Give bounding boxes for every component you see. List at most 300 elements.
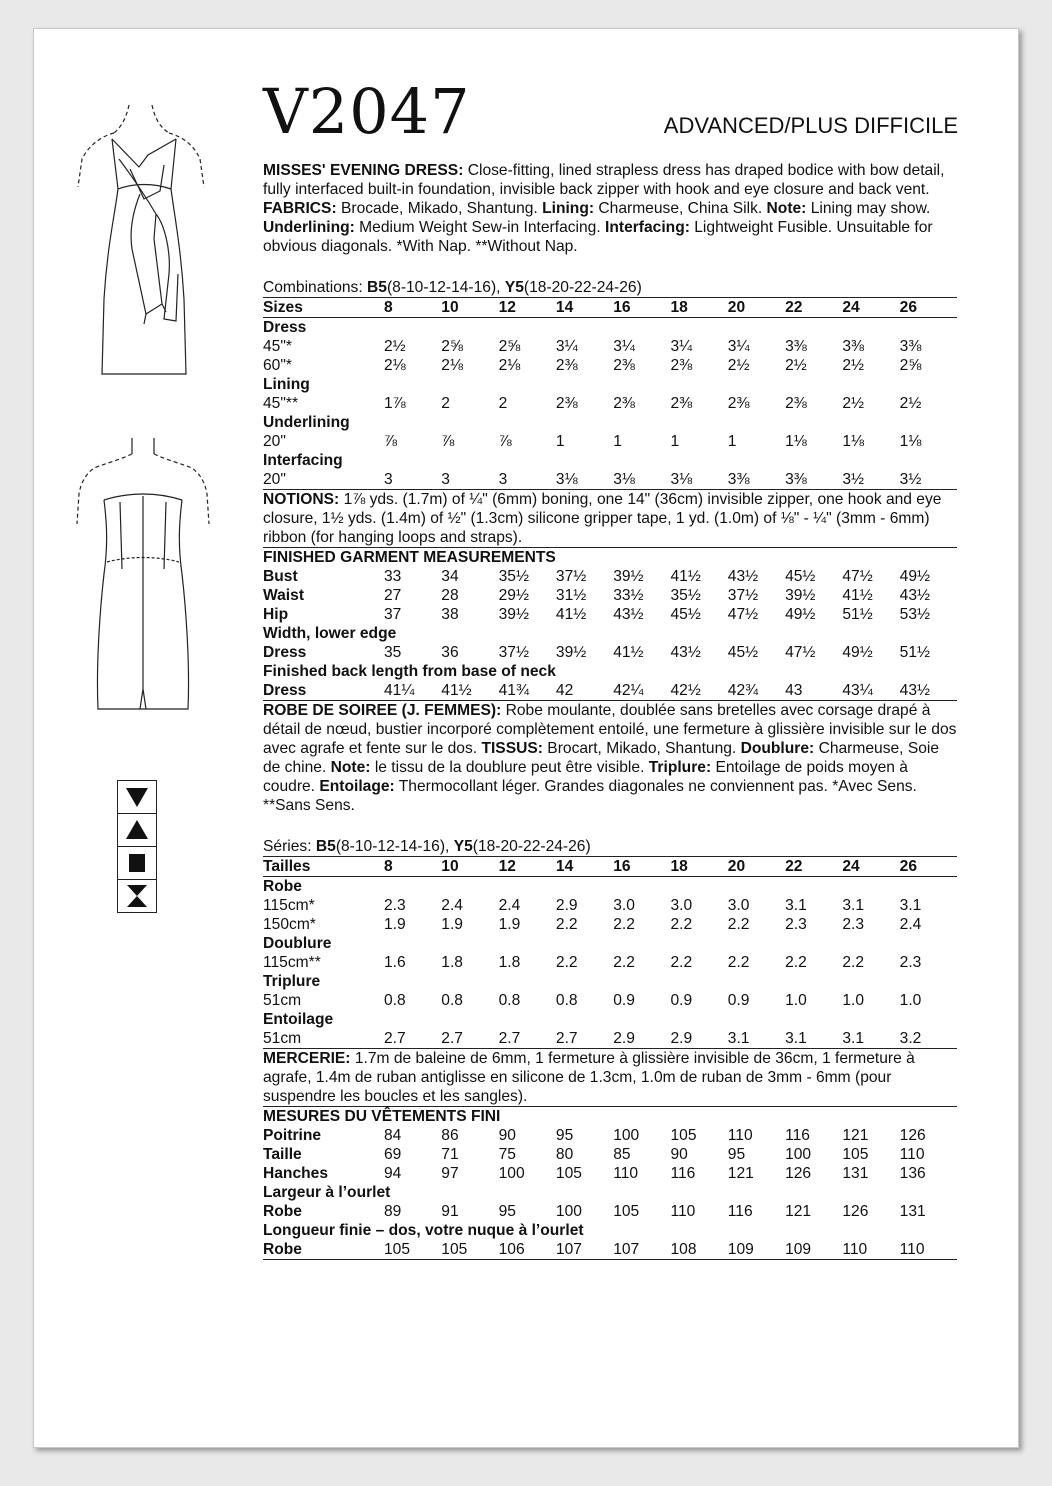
size-header: 26 (900, 857, 957, 877)
value-cell: 3 (499, 470, 556, 490)
value-cell: 1 (670, 433, 680, 450)
value-cell: 1.9 (384, 916, 406, 933)
value-cell: 41¼ (384, 681, 441, 701)
french-yardage-table (263, 856, 957, 1049)
value-cell: 28 (441, 587, 459, 604)
text-segment: Note: (330, 759, 371, 776)
value-cell: 2.9 (555, 897, 578, 914)
value-cell: 2½ (842, 357, 865, 374)
value-cell: 43½ (613, 606, 644, 623)
value-cell: 84 (384, 1127, 402, 1144)
section-label: Finished back length from base of neck (263, 663, 556, 680)
value-cell: 2 (441, 395, 450, 412)
pattern-details (263, 161, 957, 1260)
value-cell: 126 (842, 1203, 869, 1220)
text-segment: 1⅞ yds. (1.7m) of ¼" (6mm) boning, one 14" (36cm) invisible zipper, one hook and eye closure, 1½ yds. (1.4m) of ½" (1.3cm) silicone gripper tape, 1 yd. (1.0m) of ⅛" - ¼" (3mm - 6mm) ribbon (for hanging loops and straps). (263, 491, 942, 546)
size-header: 24 (842, 298, 899, 318)
value-cell: 121 (727, 1165, 754, 1182)
value-cell: 89 (384, 1203, 402, 1220)
size-header: 10 (441, 298, 498, 318)
value-cell: 45½ (785, 568, 816, 585)
english-yardage-table (263, 297, 957, 490)
section-row (263, 318, 957, 338)
value-cell: 3⅜ (842, 338, 865, 355)
text-segment: Brocart, Mikado, Shantung. (542, 740, 741, 757)
table-row (263, 337, 957, 356)
section-row (263, 375, 957, 394)
value-cell: 37½ (555, 568, 587, 585)
value-cell: 35½ (670, 587, 701, 604)
value-cell: 35½ (498, 568, 529, 585)
text-segment: Brocade, Mikado, Shantung. (336, 200, 543, 217)
value-cell: 105 (555, 1165, 582, 1182)
table-row (263, 896, 957, 915)
section-row (263, 1221, 957, 1240)
value-cell: 108 (670, 1240, 727, 1260)
value-cell: 2½ (899, 395, 922, 412)
value-cell: 37½ (727, 587, 759, 604)
row-label: 115cm** (263, 954, 321, 971)
section-label: Lining (263, 376, 310, 393)
value-cell: ⅞ (498, 433, 512, 450)
row-label: 20" (263, 470, 384, 490)
value-cell: 90 (498, 1127, 516, 1144)
value-cell: 2 (498, 395, 508, 412)
value-cell: 47½ (727, 606, 759, 623)
value-cell: 43½ (670, 644, 701, 661)
section-label: Longueur finie – dos, votre nuque à l’ourlet (263, 1222, 584, 1239)
value-cell: 2.2 (670, 954, 693, 971)
value-cell: 2.7 (556, 1029, 613, 1049)
value-cell: 2⅝ (899, 357, 922, 374)
text-segment: Combinations: (263, 279, 368, 296)
table-row (263, 1029, 957, 1049)
french-description (263, 701, 957, 815)
value-cell: 2.7 (499, 1029, 556, 1049)
section-label: Underlining (263, 414, 350, 431)
text-segment: Y5 (453, 838, 473, 855)
english-notions (263, 490, 957, 548)
size-header: 16 (613, 857, 670, 877)
value-cell: 3¼ (727, 338, 750, 355)
size-header: 22 (785, 298, 842, 318)
section-label: Width, lower edge (263, 625, 397, 642)
value-cell: 0.9 (613, 992, 635, 1009)
table-row (263, 605, 957, 624)
text-segment: Medium Weight Sew-in Interfacing. (354, 219, 606, 236)
row-label: Taille (263, 1146, 302, 1163)
value-cell: 126 (899, 1127, 926, 1144)
text-segment: Entoilage: (319, 778, 395, 795)
value-cell: 3½ (900, 470, 957, 490)
value-cell: 2.7 (441, 1029, 498, 1049)
row-label: 51cm (263, 1029, 384, 1049)
row-label: Bust (263, 568, 298, 585)
value-cell: 0.8 (384, 992, 406, 1009)
row-label: 45"* (263, 338, 292, 355)
value-cell: 53½ (899, 606, 931, 623)
value-cell: 2.3 (899, 954, 922, 971)
value-cell: 35 (384, 644, 402, 661)
value-cell: 3.1 (728, 1029, 785, 1049)
value-cell: 95 (555, 1127, 574, 1144)
value-cell: 34 (441, 568, 459, 585)
value-cell: 41½ (842, 587, 873, 604)
value-cell: 1.6 (384, 954, 406, 971)
value-cell: 3.1 (785, 897, 807, 914)
value-cell: 43½ (900, 681, 957, 701)
value-cell: 110 (842, 1240, 899, 1260)
value-cell: 27 (384, 587, 402, 604)
row-label: Poitrine (263, 1127, 322, 1144)
value-cell: 1⅛ (785, 433, 807, 450)
value-cell: 110 (727, 1127, 753, 1144)
value-cell: 3¼ (670, 338, 693, 355)
value-cell: 3⅜ (785, 338, 807, 355)
text-segment: Triplure: (648, 759, 712, 776)
value-cell: 86 (441, 1127, 459, 1144)
text-segment: MERCERIE: (263, 1050, 351, 1067)
value-cell: 110 (670, 1203, 696, 1220)
value-cell: 106 (499, 1240, 556, 1260)
english-measurements-table (263, 548, 957, 701)
value-cell: 116 (785, 1127, 810, 1144)
measurements-title: FINISHED GARMENT MEASUREMENTS (263, 549, 556, 566)
value-cell: 100 (613, 1127, 640, 1144)
value-cell: 107 (556, 1240, 613, 1260)
table-row (263, 1164, 957, 1183)
value-cell: 0.9 (727, 992, 750, 1009)
row-label: Dress (263, 681, 384, 701)
value-cell: 3⅛ (556, 470, 613, 490)
text-segment: B5 (367, 279, 387, 296)
text-segment: 1.7m de baleine de 6mm, 1 fermeture à glissière invisible de 36cm, 1 fermeture à agrafe, 1.4m de ruban antiglisse en silicone de 1.3cm, 1.0m de ruban de 3mm - 6mm (pour suspendre les boucles et les sangles). (263, 1050, 915, 1105)
value-cell: 45½ (727, 644, 759, 661)
value-cell: 2½ (384, 338, 406, 355)
value-cell: 2⅛ (498, 357, 521, 374)
value-cell: 2.7 (384, 1029, 441, 1049)
value-cell: 110 (613, 1165, 639, 1182)
section-label: Doublure (263, 935, 332, 952)
value-cell: 47½ (785, 644, 816, 661)
value-cell: 2½ (785, 357, 807, 374)
value-cell: 43½ (727, 568, 759, 585)
size-header: 26 (900, 298, 957, 318)
english-combinations (263, 278, 957, 297)
row-label: Robe (263, 1203, 302, 1220)
triangle-down-icon (118, 781, 156, 814)
size-header: 8 (384, 857, 441, 877)
size-header: 10 (441, 857, 498, 877)
value-cell: 39½ (785, 587, 816, 604)
value-cell: 100 (498, 1165, 525, 1182)
table-row (263, 643, 957, 662)
value-cell: 3.2 (900, 1029, 957, 1049)
value-cell: 1⅛ (899, 433, 922, 450)
value-cell: 2⅝ (498, 338, 521, 355)
text-segment: Lightweight Fusible. Unsuitable for obvious diagonals. *With Nap. **Without Nap. (263, 219, 933, 255)
value-cell: 2.2 (555, 916, 578, 933)
value-cell: 43½ (899, 587, 931, 604)
value-cell: 47½ (842, 568, 873, 585)
pattern-number: V2047 (263, 75, 471, 148)
value-cell: 95 (727, 1146, 746, 1163)
value-cell: 3 (384, 470, 441, 490)
value-cell: 33 (384, 568, 402, 585)
value-cell: 3.0 (670, 897, 693, 914)
value-cell: 42½ (670, 681, 727, 701)
value-cell: 97 (441, 1165, 459, 1182)
text-segment: Lining may show. (806, 200, 931, 217)
value-cell: 3¼ (613, 338, 635, 355)
size-header: 18 (670, 857, 727, 877)
size-header: 18 (670, 298, 727, 318)
value-cell: 2⅛ (441, 357, 463, 374)
section-label: Entoilage (263, 1011, 334, 1028)
value-cell: 1 (727, 433, 737, 450)
header-label: Tailles (263, 857, 384, 877)
back-view-illustration (74, 434, 214, 734)
text-segment: (18-20-22-24-26) (472, 838, 591, 855)
value-cell: 45½ (670, 606, 701, 623)
table-row (263, 1202, 957, 1221)
text-segment: ROBE DE SOIREE (J. FEMMES): (263, 702, 502, 719)
value-cell: 2.9 (613, 1029, 670, 1049)
section-row (263, 451, 957, 470)
row-label: 45"** (263, 395, 299, 412)
table-row (263, 1126, 957, 1145)
section-label: Dress (263, 319, 307, 336)
section-label: Robe (263, 878, 302, 895)
value-cell: 121 (785, 1203, 812, 1220)
difficulty-level: ADVANCED/PLUS DIFFICILE (663, 113, 958, 138)
section-row (263, 972, 957, 991)
value-cell: 100 (785, 1146, 812, 1163)
text-segment: Séries: (263, 838, 316, 855)
value-cell: 109 (728, 1240, 785, 1260)
value-cell: 2.3 (842, 916, 865, 933)
text-segment: (8-10-12-14-16), (335, 838, 454, 855)
value-cell: 3.0 (727, 897, 750, 914)
value-cell: 1⅞ (384, 395, 406, 412)
value-cell: 2⅜ (613, 395, 635, 412)
section-row (263, 413, 957, 432)
text-segment: TISSUS: (481, 740, 543, 757)
size-header: 12 (499, 857, 556, 877)
section-row (263, 1010, 957, 1029)
value-cell: 2.2 (727, 916, 750, 933)
row-label: Dress (263, 644, 307, 661)
value-cell: 29½ (498, 587, 529, 604)
table-row (263, 991, 957, 1010)
row-label: 20" (263, 433, 286, 450)
table-header-row (263, 857, 957, 877)
value-cell: 31½ (555, 587, 587, 604)
value-cell: 41½ (613, 644, 644, 661)
value-cell: 3½ (842, 470, 899, 490)
table-row (263, 356, 957, 375)
value-cell: 41½ (555, 606, 587, 623)
value-cell: 3⅛ (670, 470, 727, 490)
table-header-row (263, 298, 957, 318)
value-cell: 3.1 (899, 897, 922, 914)
value-cell: 41½ (441, 681, 498, 701)
value-cell: 3.0 (613, 897, 635, 914)
value-cell: 39½ (555, 644, 587, 661)
value-cell: 100 (555, 1203, 582, 1220)
text-segment: Close-fitting, lined strapless dress has draped bodice with bow detail, fully interfaced built-in foundation, invisible back zipper with hook and eye closure and back vent. (263, 162, 945, 198)
row-label: Hanches (263, 1165, 329, 1182)
text-segment: Robe moulante, doublée sans bretelles avec corsage drapé à détail de nœud, bustier incorporé complètement entoilé, une fermeture à glissière invisible sur le dos avec agrafe et fente sur le dos. (263, 702, 957, 757)
value-cell: 2.2 (670, 916, 693, 933)
section-row (263, 934, 957, 953)
measurements-title-row (263, 1107, 957, 1126)
text-segment: Y5 (504, 279, 524, 296)
measurements-title: MESURES DU VÊTEMENTS FINI (263, 1108, 501, 1125)
french-notions (263, 1049, 957, 1107)
value-cell: 1.8 (498, 954, 521, 971)
value-cell: 121 (842, 1127, 869, 1144)
row-label: 115cm* (263, 897, 315, 914)
value-cell: 2⅝ (441, 338, 463, 355)
value-cell: 2⅛ (384, 357, 406, 374)
value-cell: 2⅜ (727, 395, 750, 412)
value-cell: 2.9 (670, 1029, 727, 1049)
table-row (263, 681, 957, 701)
value-cell: 110 (900, 1240, 957, 1260)
value-cell: 2½ (842, 395, 865, 412)
table-row (263, 1240, 957, 1260)
value-cell: 51½ (842, 606, 873, 623)
value-cell: 69 (384, 1146, 402, 1163)
size-header: 24 (842, 857, 899, 877)
text-segment: (18-20-22-24-26) (523, 279, 642, 296)
size-header: 14 (556, 298, 613, 318)
square-icon (118, 847, 156, 880)
value-cell: 105 (842, 1146, 869, 1163)
value-cell: 1.0 (842, 992, 865, 1009)
value-cell: 1.0 (899, 992, 922, 1009)
hourglass-icon (118, 880, 156, 912)
french-combinations (263, 837, 957, 856)
value-cell: 2.4 (899, 916, 922, 933)
table-row (263, 470, 957, 490)
text-segment: Charmeuse, China Silk. (594, 200, 767, 217)
text-segment: Lining: (542, 200, 595, 217)
value-cell: 94 (384, 1165, 402, 1182)
value-cell: 49½ (899, 568, 931, 585)
value-cell: 3⅛ (613, 470, 670, 490)
value-cell: 1.0 (785, 992, 807, 1009)
section-row (263, 662, 957, 681)
value-cell: 1.9 (498, 916, 521, 933)
value-cell: 95 (498, 1203, 516, 1220)
value-cell: 42¼ (613, 681, 670, 701)
section-label: Interfacing (263, 452, 343, 469)
table-row (263, 586, 957, 605)
value-cell: 37 (384, 606, 402, 623)
value-cell: 0.9 (670, 992, 693, 1009)
table-row (263, 432, 957, 451)
section-row (263, 1183, 957, 1202)
text-segment: B5 (315, 838, 336, 855)
layout-key-icons (117, 780, 157, 913)
text-segment: Interfacing: (605, 219, 690, 236)
value-cell: 105 (613, 1203, 640, 1220)
size-header: 16 (613, 298, 670, 318)
text-segment: Note: (766, 200, 807, 217)
text-segment: Entoilage de poids moyen à coudre. (263, 759, 908, 795)
value-cell: 2.2 (785, 954, 807, 971)
section-label: Largeur à l’ourlet (263, 1184, 391, 1201)
table-row (263, 567, 957, 586)
value-cell: 75 (498, 1146, 516, 1163)
size-header: 20 (728, 298, 785, 318)
value-cell: 3⅜ (785, 470, 842, 490)
value-cell: 109 (785, 1240, 842, 1260)
value-cell: 1 (613, 433, 622, 450)
value-cell: 105 (384, 1240, 441, 1260)
value-cell: 42 (556, 681, 613, 701)
row-label: Hip (263, 606, 289, 623)
value-cell: 2⅜ (670, 395, 693, 412)
value-cell: 71 (441, 1146, 459, 1163)
value-cell: 1 (555, 433, 565, 450)
row-label: 60"* (263, 357, 292, 374)
text-segment: Underlining: (263, 219, 355, 236)
pattern-envelope-back (33, 28, 1019, 1448)
value-cell: 43¼ (842, 681, 899, 701)
value-cell: 131 (899, 1203, 926, 1220)
table-row (263, 394, 957, 413)
value-cell: 1⅛ (842, 433, 865, 450)
value-cell: 43 (785, 681, 842, 701)
text-segment: le tissu de la doublure peut être visible. (370, 759, 649, 776)
value-cell: 2⅜ (555, 395, 578, 412)
value-cell: 2⅜ (670, 357, 693, 374)
value-cell: 136 (899, 1165, 926, 1182)
value-cell: 3⅜ (728, 470, 785, 490)
measurements-title-row (263, 548, 957, 567)
section-label: Triplure (263, 973, 321, 990)
table-row (263, 1145, 957, 1164)
value-cell: 3.1 (842, 1029, 899, 1049)
value-cell: 39½ (613, 568, 644, 585)
value-cell: 85 (613, 1146, 631, 1163)
value-cell: 2.2 (727, 954, 750, 971)
text-segment: FABRICS: (263, 200, 337, 217)
value-cell: 2.2 (613, 916, 635, 933)
value-cell: 41½ (670, 568, 701, 585)
row-label: 150cm* (263, 916, 316, 933)
value-cell: 107 (613, 1240, 670, 1260)
triangle-up-icon (118, 814, 156, 847)
text-segment: Charmeuse, Soie de chine. (263, 740, 940, 776)
value-cell: 116 (670, 1165, 696, 1182)
value-cell: 38 (441, 606, 459, 623)
french-measurements-table (263, 1107, 957, 1260)
value-cell: 2.4 (441, 897, 463, 914)
size-header: 22 (785, 857, 842, 877)
value-cell: 2⅜ (785, 395, 807, 412)
value-cell: 2.2 (842, 954, 865, 971)
value-cell: 2.4 (498, 897, 521, 914)
value-cell: 3 (441, 470, 498, 490)
value-cell: 49½ (842, 644, 873, 661)
text-segment: NOTIONS: (263, 491, 340, 508)
value-cell: 1.8 (441, 954, 463, 971)
row-label: 51cm (263, 992, 302, 1009)
